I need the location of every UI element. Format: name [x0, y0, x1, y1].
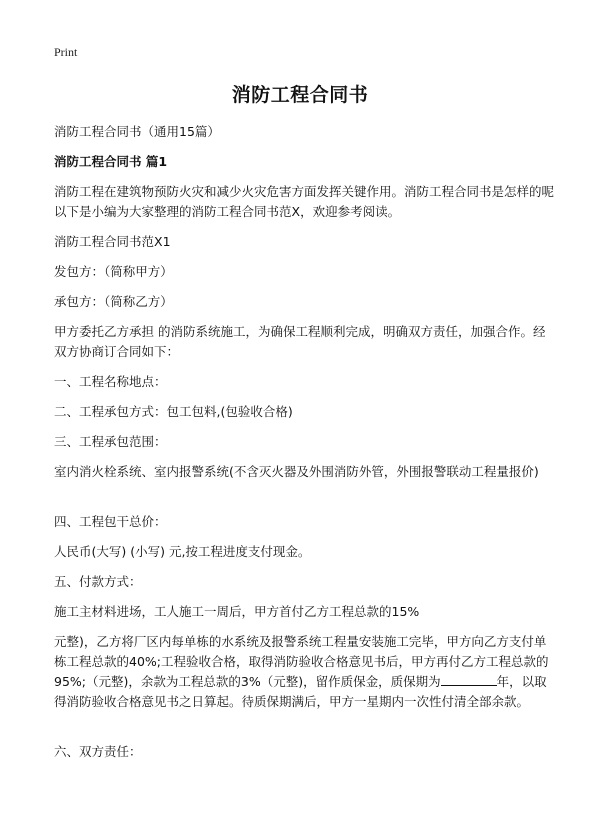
- clause-6: 六、双方责任：: [54, 744, 142, 759]
- payment-paragraph-1: 施工主材料进场，工人施工一周后，甲方首付乙方工程总款的15%: [54, 604, 420, 619]
- section-heading: 消防工程合同书 篇1: [54, 154, 168, 169]
- intro-paragraph: 消防工程在建筑物预防火灾和减少火灾危害方面发挥关键作用。消防工程合同书是怎样的呢以下是小编为大家整理的消防工程合同书范X，欢迎参考阅读。: [54, 184, 555, 219]
- clause-3: 三、工程承包范围：: [54, 434, 167, 449]
- price-paragraph: 人民币(大写) (小写) 元,按工程进度支付现金。: [54, 544, 311, 559]
- page-title: 消防工程合同书: [231, 84, 369, 106]
- sample-title: 消防工程合同书范X1: [54, 234, 171, 249]
- blank-underline: [441, 673, 497, 686]
- print-link[interactable]: Print: [54, 45, 78, 59]
- clause-5: 五、付款方式：: [54, 574, 142, 589]
- party-b-line: 承包方：（简称乙方）: [54, 294, 173, 309]
- payment-text-part-2: 年，以取得消防验收合格意见书之日算起。待质保期满后，甲方一星期内一次性付清全部余款。: [54, 674, 547, 709]
- clause-2: 二、工程承包方式：包工包料,(包验收合格): [54, 404, 293, 419]
- payment-text-part-1: 元整)，乙方将厂区内每单栋的水系统及报警系统工程量安装施工完毕，甲方向乙方支付单栋工程总款的40%;工程验收合格，取得消防验收合格意见书后，甲方再付乙方工程总款的 95%;（元整)，余款为工程总款的3%（元整)，留作质保金，质保期为: [54, 634, 549, 689]
- preamble-paragraph: 甲方委托乙方承担 的消防系统施工，为确保工程顺利完成，明确双方责任，加强合作。经双方协商订合同如下：: [54, 324, 546, 359]
- document-subtitle: 消防工程合同书（通用15篇）: [54, 124, 220, 139]
- payment-paragraph-2: [54, 632, 554, 712]
- clause-4: 四、工程包干总价：: [54, 514, 167, 529]
- scope-paragraph: 室内消火栓系统、室内报警系统(不含灭火器及外围消防外管，外围报警联动工程量报价): [54, 464, 539, 479]
- party-a-line: 发包方：（简称甲方）: [54, 264, 173, 279]
- clause-1: 一、工程名称地点：: [54, 374, 167, 389]
